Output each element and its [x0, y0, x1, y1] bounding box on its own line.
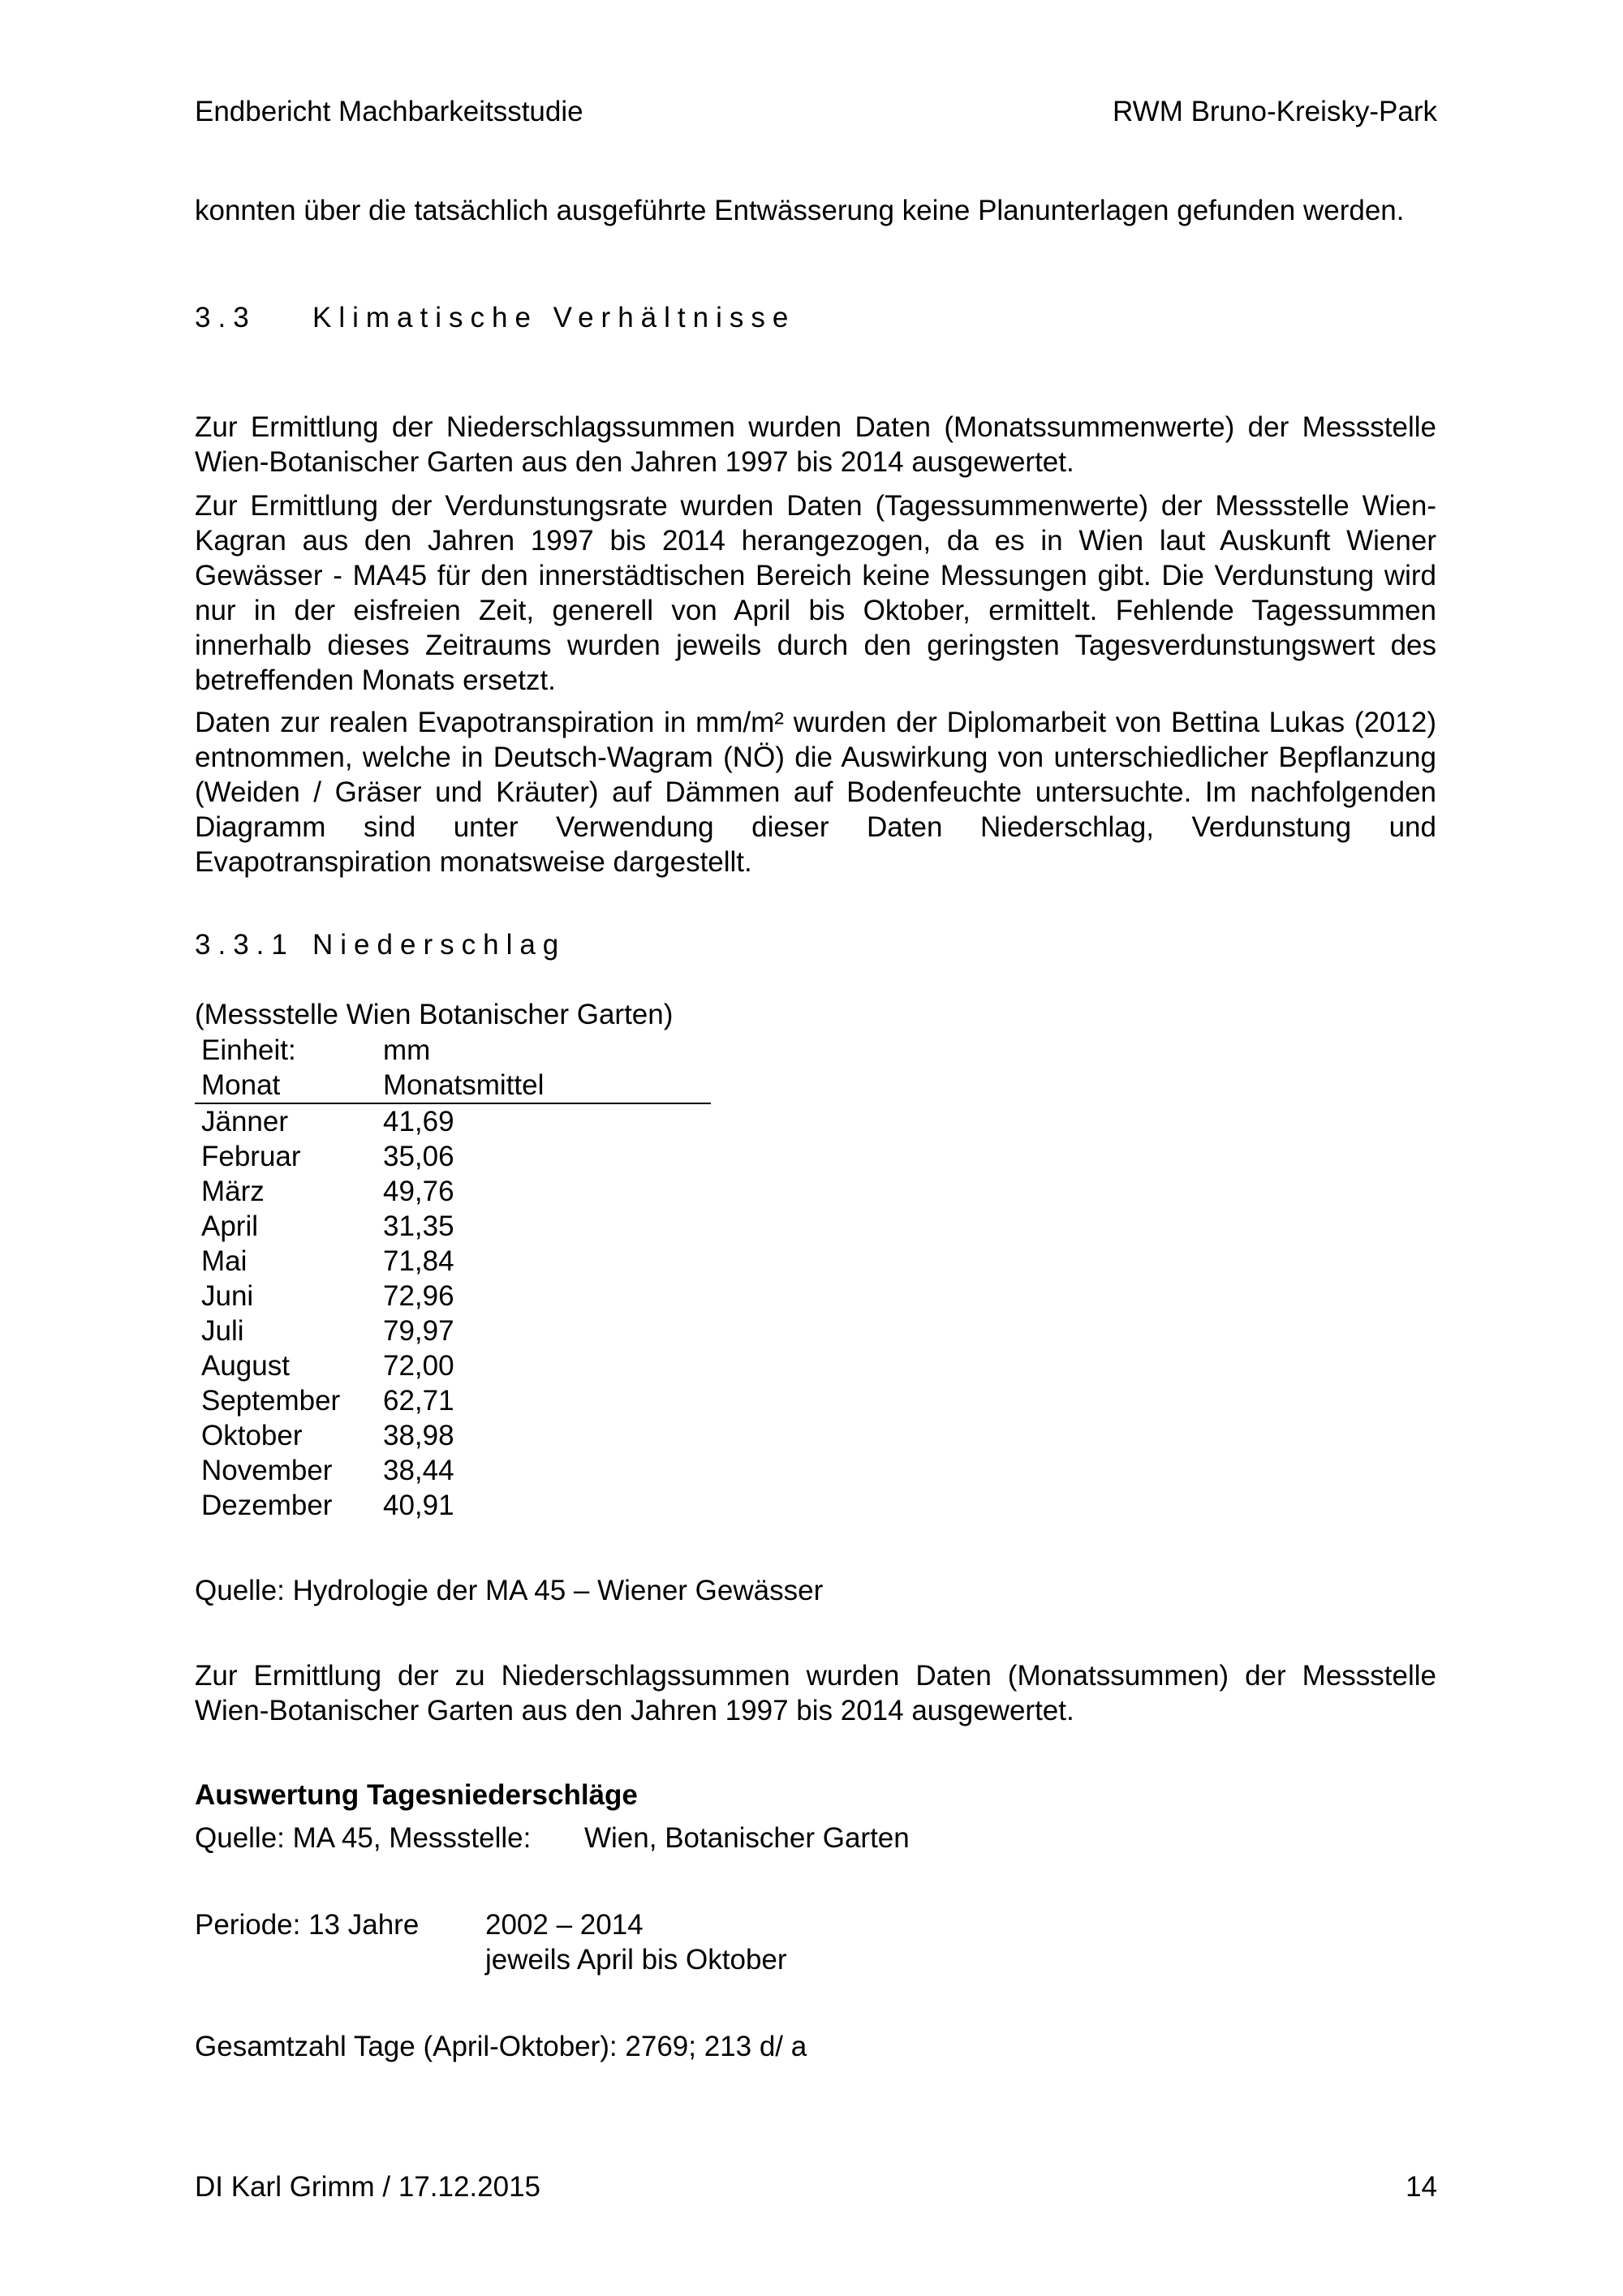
table-row — [195, 1139, 711, 1174]
intro-paragraph: konnten über die tatsächlich ausgeführte Entwässerung keine Planunterlagen gefunden werden. — [195, 195, 1405, 226]
month-cell: Dezember — [201, 1490, 333, 1521]
section-3-3-number: 3.3 — [195, 302, 256, 333]
table-row — [195, 1488, 711, 1523]
month-cell: September — [201, 1385, 341, 1417]
value-cell: 72,96 — [383, 1280, 454, 1312]
col-header-value: Monatsmittel — [377, 1068, 711, 1103]
section-3-3-1-number: 3.3.1 — [195, 929, 295, 961]
value-cell: 72,00 — [383, 1350, 454, 1382]
table-row — [195, 1209, 711, 1244]
period-value: 2002 – 2014 — [485, 1909, 644, 1941]
month-cell: Mai — [201, 1245, 248, 1277]
month-cell: Juli — [201, 1315, 244, 1347]
value-cell: 38,98 — [383, 1420, 454, 1451]
table-header-row — [195, 1068, 711, 1103]
section-3-3-heading — [195, 300, 795, 335]
period-label: Periode: 13 Jahre — [195, 1909, 420, 1941]
station-label: (Messstelle Wien Botanischer Garten) — [195, 999, 674, 1030]
value-cell: 49,76 — [383, 1176, 454, 1207]
month-cell: Februar — [201, 1141, 301, 1172]
auswertung-title: Auswertung Tagesniederschläge — [195, 1779, 638, 1811]
unit-row — [195, 1033, 711, 1068]
unit-label: Einheit: — [201, 1034, 296, 1066]
table-row — [195, 1453, 711, 1488]
month-cell: April — [201, 1210, 259, 1242]
table-row — [195, 1348, 711, 1383]
table-source: Quelle: Hydrologie der MA 45 – Wiener Gewässer — [195, 1575, 824, 1606]
month-cell: Oktober — [201, 1420, 303, 1451]
section-3-3-1-heading — [195, 927, 566, 962]
footer-author-date: DI Karl Grimm / 17.12.2015 — [195, 2171, 540, 2203]
page-number: 14 — [1406, 2171, 1437, 2203]
section-3-3-1-title: Niederschlag — [312, 929, 566, 961]
paragraph-evapotranspiration: Daten zur realen Evapotranspiration in mm/m² wurden der Diplomarbeit von Bettina Lukas (2012) entnommen, welche in Deutsch-Wagram (NÖ) die Auswirkung von unterschiedlicher Bepflanzung (Weiden / Gräser und Kräuter) auf Dämmen auf Bodenfeuchte untersuchte. Im nachfolgenden Diagramm sind unter Verwendung dieser Daten Niederschlag, Verdunstung und Evapotranspiration monatsweise dargestellt. — [195, 707, 1436, 878]
value-cell: 79,97 — [383, 1315, 454, 1347]
period-note: jeweils April bis Oktober — [485, 1944, 787, 1976]
table-row — [195, 1383, 711, 1418]
table-row — [195, 1174, 711, 1209]
value-cell: 62,71 — [383, 1385, 454, 1417]
table-row — [195, 1418, 711, 1453]
table-row — [195, 1279, 711, 1314]
month-cell: Jänner — [201, 1106, 289, 1137]
month-cell: August — [201, 1350, 290, 1382]
niederschlag-table — [195, 1033, 711, 1523]
value-cell: 31,35 — [383, 1210, 454, 1242]
month-cell: März — [201, 1176, 265, 1207]
table-row — [195, 1314, 711, 1348]
value-cell: 41,69 — [383, 1106, 454, 1137]
paragraph-monatssummen: Zur Ermittlung der zu Niederschlagssummen wurden Daten (Monatssummen) der Messstelle Wien-Botanischer Garten aus den Jahren 1997 bis 2014 ausgewertet. — [195, 1660, 1436, 1726]
value-cell: 71,84 — [383, 1245, 454, 1277]
header-right: RWM Bruno-Kreisky-Park — [1113, 96, 1437, 127]
value-cell: 35,06 — [383, 1141, 454, 1172]
value-cell: 40,91 — [383, 1490, 454, 1521]
auswertung-source-label: Quelle: MA 45, Messstelle: — [195, 1822, 532, 1854]
header-left: Endbericht Machbarkeitsstudie — [195, 96, 583, 127]
month-cell: November — [201, 1455, 333, 1486]
col-header-month: Monat — [195, 1068, 377, 1103]
month-cell: Juni — [201, 1280, 254, 1312]
table-row — [195, 1244, 711, 1279]
section-3-3-title: Klimatische Verhältnisse — [312, 302, 796, 333]
table-row — [195, 1103, 711, 1139]
unit-value: mm — [383, 1034, 431, 1066]
paragraph-niederschlag: Zur Ermittlung der Niederschlagssummen wurden Daten (Monatssummenwerte) der Messstelle Wien-Botanischer Garten aus den Jahren 1997 bis 2014 ausgewertet. — [195, 411, 1436, 478]
auswertung-source-value: Wien, Botanischer Garten — [584, 1822, 910, 1854]
total-days: Gesamtzahl Tage (April-Oktober): 2769; 213 d/ a — [195, 2031, 807, 2062]
paragraph-verdunstung: Zur Ermittlung der Verdunstungsrate wurden Daten (Tagessummenwerte) der Messstelle Wien-Kagran aus den Jahren 1997 bis 2014 herangezogen, da es in Wien laut Auskunft Wiener Gewässer - MA45 für den innerstädtischen Bereich keine Messungen gibt. Die Verdunstung wird nur in der eisfreien Zeit, generell von April bis Oktober, ermittelt. Fehlende Tagessummen innerhalb dieses Zeitraums wurden jeweils durch den geringsten Tagesverdunstungswert des betreffenden Monats ersetzt. — [195, 490, 1436, 696]
value-cell: 38,44 — [383, 1455, 454, 1486]
